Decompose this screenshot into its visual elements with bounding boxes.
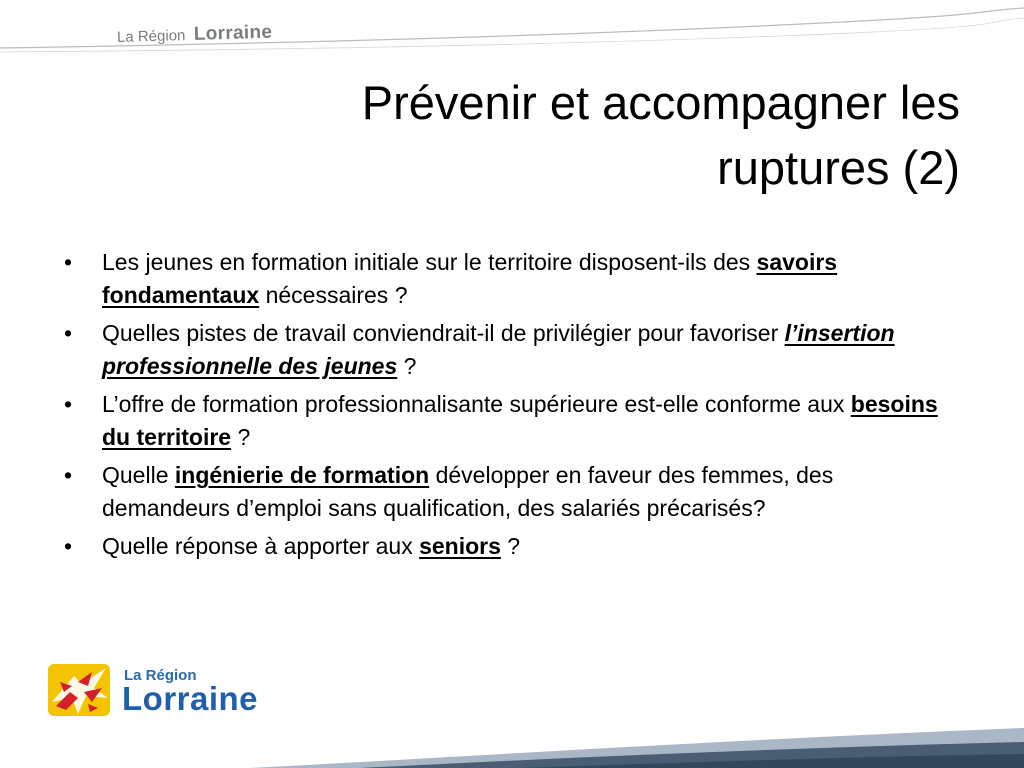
bullet-marker: •: [64, 249, 73, 275]
logo-name: Lorraine: [122, 680, 259, 717]
bullet-text: ?: [231, 424, 251, 450]
bullet-marker: •: [64, 462, 73, 488]
bullet-text: développer en faveur des femmes, des demandeurs d’emploi sans qualification, des salariés précarisés?: [102, 462, 834, 521]
slide-title-line-1: Prévenir et accompagner les: [361, 76, 960, 129]
bullet-marker: •: [64, 533, 73, 559]
header-brand: [117, 22, 273, 48]
slide-title: [200, 70, 960, 200]
bullet-text: Les jeunes en formation initiale sur le territoire disposent-ils des: [102, 249, 757, 275]
bullet-item-1: [60, 246, 960, 312]
bullet-marker: •: [64, 391, 73, 417]
bullet-list: [60, 246, 960, 568]
bullet-item-5: [60, 530, 960, 563]
bullet-item-3: [60, 388, 960, 454]
bullet-emphasis: seniors: [419, 533, 501, 559]
bullet-item-4: [60, 459, 960, 525]
header-brand-name: Lorraine: [193, 21, 273, 45]
bullet-text: ?: [500, 533, 521, 559]
bullet-text: Quelle réponse à apporter aux: [102, 533, 420, 559]
bullet-text: Quelle: [102, 462, 175, 488]
logo-prefix: La Région: [124, 667, 197, 684]
bullet-marker: •: [64, 320, 73, 346]
bullet-text: nécessaires ?: [259, 282, 408, 308]
bullet-emphasis: l’insertion professionnelle des jeunes: [102, 320, 895, 379]
bullet-emphasis: besoins du territoire: [102, 391, 938, 450]
bullet-emphasis: savoirs fondamentaux: [102, 249, 838, 308]
bullet-item-2: [60, 317, 960, 383]
bullet-text: ?: [397, 353, 417, 379]
bullet-emphasis: ingénierie de formation: [174, 462, 430, 488]
bullet-text: L’offre de formation professionnalisante supérieure est-elle conforme aux: [102, 391, 851, 417]
bullet-text: Quelles pistes de travail conviendrait-il de privilégier pour favoriser: [102, 320, 785, 346]
bottom-wave-decoration: [0, 698, 1024, 768]
slide-title-line-2: ruptures (2): [717, 141, 960, 194]
header-brand-prefix: La Région: [116, 27, 186, 46]
